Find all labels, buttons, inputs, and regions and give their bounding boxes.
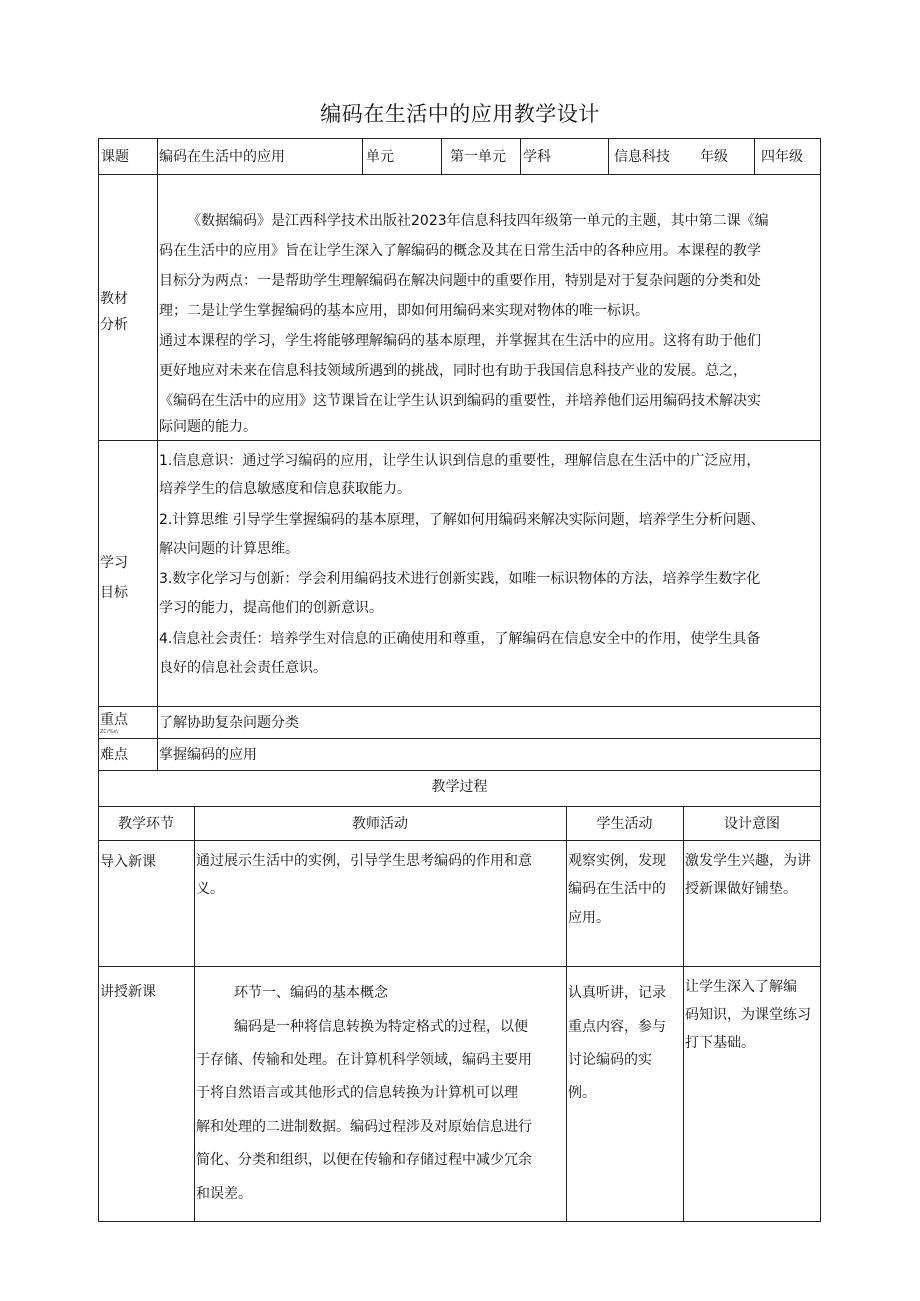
col-divider [441,138,442,174]
col-divider [157,138,158,770]
intro-student-line: 编码在生活中的 [568,881,666,897]
lecture-student-line: 重点内容，参与 [568,1019,666,1035]
subject-label: 学科 [523,149,551,165]
col-divider [608,138,609,174]
intro-teacher-line: 通过展示生活中的实例，引导学生思考编码的作用和意 [196,853,532,869]
row-divider [98,770,821,771]
col-header-stage: 教学环节 [118,816,174,832]
lecture-intent-line: 打下基础。 [685,1035,755,1051]
lecture-student-line: 讨论编码的实 [568,1052,652,1068]
lecture-teacher-line: 于将自然语言或其他形式的信息转换为计算机可以理 [196,1085,518,1101]
row-divider [98,966,821,967]
material-label [100,286,152,338]
grade-value: 四年级 [761,149,803,165]
key-point-value: 了解协助复杂问题分类 [159,715,299,731]
intro-teacher-line: 义。 [196,881,224,897]
row-divider [98,174,821,175]
intro-intent-line: 激发学生兴趣，为讲 [685,853,811,869]
subject-value: 信息科技 [614,149,670,165]
col-divider [362,138,363,174]
document-title: 编码在生活中的应用教学设计 [320,102,600,126]
col-header-student: 学生活动 [596,816,653,832]
col-divider [566,806,567,1222]
lecture-student-line: 例。 [568,1085,596,1101]
row-divider [98,840,821,841]
lecture-teacher-line: 环节一、编码的基本概念 [234,985,388,1001]
objective-line: 1.信息意识：通过学习编码的应用，让学生认识到信息的重要性，理解信息在生活中的广泛应用， [159,453,761,469]
objective-line: 解决问题的计算思维。 [159,541,299,557]
objective-line: 培养学生的信息敏感度和信息获取能力。 [159,481,411,497]
material-line: 《编码在生活中的应用》这节课旨在让学生认识到编码的重要性，并培养他们运用编码技术解决实 [159,393,761,409]
label-line: 分析 [100,317,128,333]
key-point-note: ZC/%x\ [100,729,118,735]
objective-line: 学习的能力，提高他们的创新意识。 [159,600,383,616]
col-header-intent: 设计意图 [724,816,780,832]
course-value: 编码在生活中的应用 [159,149,285,165]
material-line: 《数据编码》是江西科学技术出版社2023年信息科技四年级第一单元的主题，其中第二课《编 [187,213,769,229]
lecture-teacher-line: 和误差。 [196,1186,252,1202]
material-line: 目标分为两点：一是帮助学生理解编码在解决问题中的重要作用，特别是对于复杂问题的分类和处 [159,273,761,289]
lecture-teacher-line: 简化、分类和组织，以便在传输和存储过程中减少冗余 [196,1152,532,1168]
lecture-intent-line: 码知识，为课堂练习 [685,1007,811,1023]
objective-line: 良好的信息社会责任意识。 [159,660,327,676]
row-divider [98,806,821,807]
material-line: 更好地应对未来在信息科技领域所遇到的挑战，同时也有助于我国信息科技产业的发展。总之， [159,363,747,379]
intro-intent-line: 授新课做好铺垫。 [685,881,797,897]
material-line: 理；二是让学生掌握编码的基本应用，即如何用编码来实现对物体的唯一标识。 [159,303,649,319]
process-heading: 教学过程 [431,779,488,795]
lecture-teacher-line: 解和处理的二进制数据。编码过程涉及对原始信息进行 [196,1119,532,1135]
col-divider [194,806,195,1222]
course-label: 课题 [101,149,129,165]
difficulty-value: 掌握编码的应用 [159,747,257,763]
objective-line: 3.数字化学习与创新：学会利用编码技术进行创新实践，如唯一标识物体的方法，培养学生数字化 [159,571,761,587]
intro-student-line: 应用。 [568,910,610,926]
col-header-teacher: 教师活动 [352,816,408,832]
col-divider [520,138,521,174]
col-divider [754,138,755,174]
lecture-teacher-line: 于存储、传输和处理。在计算机科学领域，编码主要用 [196,1052,532,1068]
unit-value: 第一单元 [450,149,506,165]
row-divider [98,738,821,739]
row-divider [98,706,821,707]
objective-line: 2.计算思维 引导学生掌握编码的基本原理，了解如何用编码来解决实际问题，培养学生分析问题、 [159,512,765,528]
grade-label: 年级 [700,149,728,165]
intro-stage: 导入新课 [100,854,156,870]
key-point-label: 重点 [100,712,128,728]
lecture-stage: 讲授新课 [100,984,156,1000]
difficulty-label: 难点 [100,747,128,763]
label-line: 目标 [100,585,128,601]
material-line: 码在生活中的应用》旨在让学生深入了解编码的概念及其在日常生活中的各种应用。本课程的教学 [159,243,761,259]
material-line: 通过本课程的学习，学生将能够理解编码的基本原理，并掌握其在生活中的应用。这将有助于他们 [159,333,761,349]
label-line: 学习 [100,555,128,571]
material-line: 际问题的能力。 [159,419,257,435]
lecture-student-line: 认真听讲，记录 [568,985,666,1001]
lecture-intent-line: 让学生深入了解编 [685,979,797,995]
intro-student-line: 观察实例，发现 [568,853,666,869]
unit-label: 单元 [366,149,394,165]
lecture-teacher-line: 编码是一种将信息转换为特定格式的过程，以便 [234,1019,528,1035]
label-line: 教材 [100,291,128,307]
col-divider [683,806,684,1222]
objectives-label [100,548,152,608]
objective-line: 4.信息社会责任：培养学生对信息的正确使用和尊重，了解编码在信息安全中的作用，使学生具备 [159,631,761,647]
